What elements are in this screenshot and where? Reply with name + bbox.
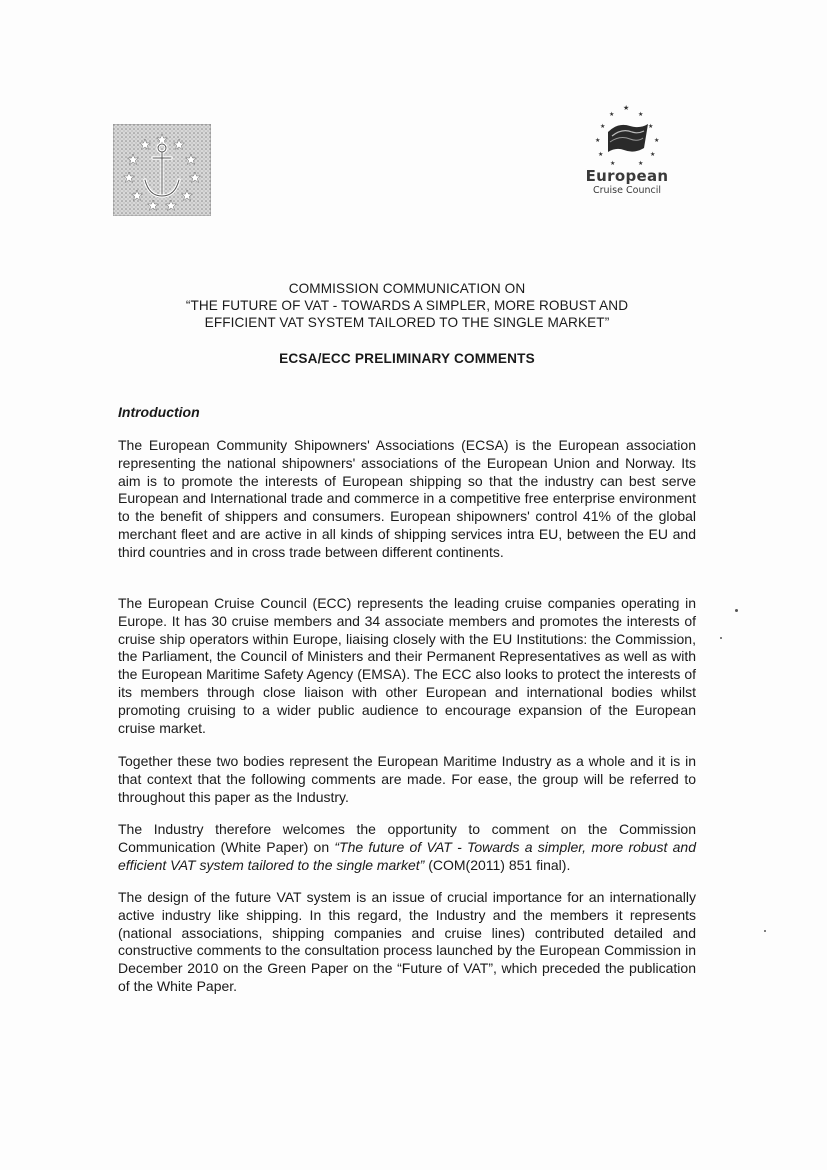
svg-text:★: ★ (654, 137, 660, 144)
paragraph-ecsa: The European Community Shipowners' Associations (ECSA) is the European association representing the national shipowners' associations of the European Union and Norway. Its aim is to promote the interests of European shipping so that the industry can best serve European and International trade and commerce in a competitive free enterprise environment to the benefit of shippers and consumers. European shipowners' control 41% of the global merchant fleet and are active in all kinds of shipping services intra EU, between the EU and third countries and in cross trade between different continents. (118, 437, 696, 560)
svg-text:★: ★ (595, 137, 601, 144)
ecc-wordmark (577, 168, 677, 197)
scan-speck (720, 637, 722, 639)
paragraph-welcome-ref: (COM(2011) 851 final). (424, 856, 571, 873)
scan-speck (764, 930, 766, 932)
ecsa-anchor-logo (113, 124, 211, 216)
paragraph-design: The design of the future VAT system is an issue of crucial importance for an internationally active industry like shipping. In this regard, the Industry and the members it represents (national associations, shipping companies and cruise lines) contributed detailed and constructive comments to the consultation process launched by the European Commission in December 2010 on the Green Paper on the “Future of VAT”, which preceded the publication of the White Paper. (118, 889, 696, 994)
ecc-name: European (585, 167, 669, 185)
svg-text:★: ★ (610, 160, 616, 167)
ecc-sub: Cruise Council (592, 185, 661, 196)
title-line-2: “THE FUTURE OF VAT - TOWARDS A SIMPLER, MORE ROBUST AND (185, 298, 629, 313)
title-line-1: COMMISSION COMMUNICATION ON (288, 281, 526, 296)
paragraph-welcome (118, 821, 696, 874)
document-title (118, 280, 696, 331)
svg-text:★: ★ (638, 160, 644, 167)
svg-text:★: ★ (609, 111, 615, 118)
document-subtitle: ECSA/ECC PRELIMINARY COMMENTS (279, 351, 535, 366)
scan-speck (735, 609, 738, 612)
section-heading-introduction: Introduction (118, 404, 200, 420)
svg-text:★: ★ (650, 151, 656, 158)
svg-text:★: ★ (648, 123, 654, 130)
svg-text:★: ★ (623, 104, 630, 112)
paragraph-ecc: The European Cruise Council (ECC) represents the leading cruise companies operating in Europe. It has 30 cruise members and 34 associate members and promotes the interests of cruise ship operators within Europe, liaising closely with the EU Institutions: the Commission, the Parliament, the Council of Ministers and their Permanent Representatives as well as with the European Maritime Safety Agency (EMSA). The ECC also looks to protect the interests of its members through close liaison with other European and international bodies whilst promoting cruising to a wider public audience to encourage expansion of the European cruise market. (118, 595, 696, 736)
svg-text:★: ★ (598, 151, 604, 158)
svg-text:★: ★ (638, 111, 644, 118)
paragraph-welcome-text: The Industry therefore welcomes the opportunity to comment on the Commission Communication (White Paper) on (118, 821, 696, 855)
paragraph-together: Together these two bodies represent the European Maritime Industry as a whole and it is in that context that the following comments are made. For ease, the group will be referred to throughout this paper as the Industry. (118, 753, 696, 805)
svg-text:★: ★ (600, 123, 606, 130)
white-paper-title: “The future of VAT - Towards a simpler, more robust and efficient VAT system tailored to the single market” (118, 838, 696, 873)
title-line-3: EFFICIENT VAT SYSTEM TAILORED TO THE SINGLE MARKET” (204, 315, 610, 330)
